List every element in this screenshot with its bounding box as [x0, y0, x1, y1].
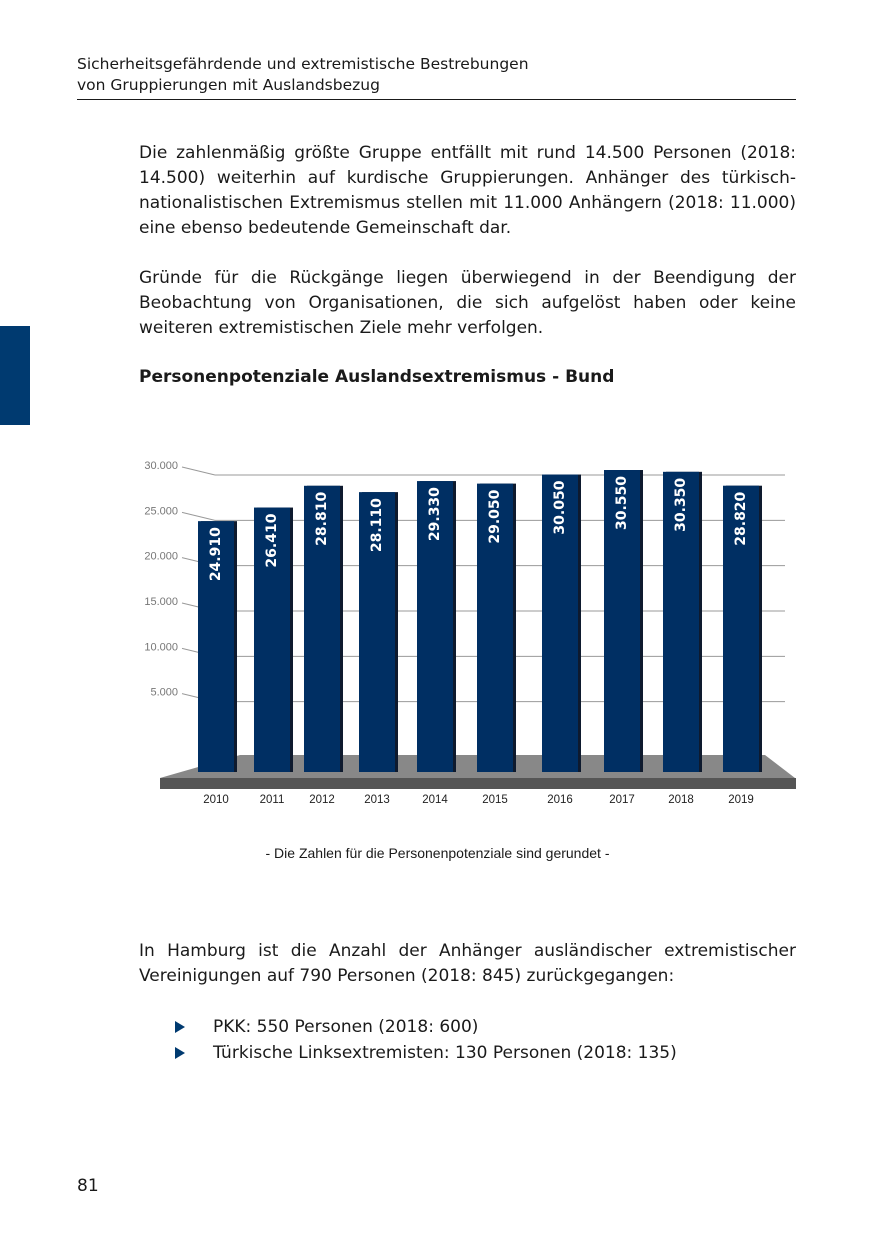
bar-data-label: 29.330: [427, 487, 443, 542]
bar-data-label: 28.110: [369, 498, 385, 553]
y-tick-label: 25.000: [144, 505, 178, 518]
running-header-line-2: von Gruppierungen mit Auslandsbezug: [77, 76, 380, 94]
x-tick-label: 2014: [422, 794, 448, 806]
y-tick-label: 5.000: [150, 686, 178, 699]
chart-title: Personenpotenziale Auslandsextremismus - Bund: [139, 367, 615, 387]
bar-data-label: 24.910: [208, 527, 224, 582]
list-item: [175, 1014, 677, 1040]
triangle-bullet-icon: [175, 1047, 185, 1059]
bar-data-label: 26.410: [264, 513, 280, 568]
chart-floor-edge: [160, 778, 796, 789]
running-header: [77, 54, 796, 100]
page-number: 81: [77, 1176, 99, 1196]
bullet-list: [175, 1014, 677, 1066]
bar-data-label: 28.820: [733, 491, 749, 546]
gridline-perspective: [182, 467, 215, 475]
running-header-line-1: Sicherheitsgefährdende und extremistische Bestrebungen: [77, 55, 529, 73]
x-tick-label: 2017: [609, 794, 635, 806]
triangle-bullet-icon: [175, 1021, 185, 1033]
x-tick-label: 2019: [728, 794, 754, 806]
x-tick-label: 2012: [309, 794, 335, 806]
chart-note: - Die Zahlen für die Personenpotenziale sind gerundet -: [265, 845, 610, 861]
bar-chart: [120, 450, 810, 820]
x-tick-label: 2011: [259, 794, 285, 806]
x-tick-label: 2016: [547, 794, 573, 806]
y-tick-label: 15.000: [144, 596, 178, 608]
list-item-text: Türkische Linksextremisten: 130 Personen (2018: 135): [213, 1043, 677, 1063]
list-item: [175, 1040, 677, 1066]
bar-data-label: 30.050: [552, 480, 568, 535]
paragraph-3: In Hamburg ist die Anzahl der Anhänger ausländischer extremistischer Vereinigungen auf 790 Personen (2018: 845) zurückgegangen:: [139, 941, 796, 986]
y-tick-label: 30.000: [144, 460, 178, 472]
gridline-perspective: [182, 512, 215, 520]
y-tick-label: 20.000: [144, 550, 178, 563]
paragraph-2: Gründe für die Rückgänge liegen überwiegend in der Beendigung der Beobachtung von Organisationen, die sich aufgelöst haben oder keine weiteren extremistischen Ziele mehr verfolgen.: [139, 268, 796, 338]
paragraph-1: Die zahlenmäßig größte Gruppe entfällt mit rund 14.500 Personen (2018: 14.500) weiterhin auf kurdische Gruppierungen. Anhänger des türkisch-nationalistischen Extremismus stellen mit 11.000 Anhängern (2018: 11.000) eine ebenso bedeutende Gemeinschaft dar.: [139, 143, 796, 238]
y-tick-label: 10.000: [144, 641, 178, 654]
x-tick-label: 2010: [203, 794, 229, 806]
bar-data-label: 28.810: [314, 491, 330, 546]
x-tick-label: 2013: [364, 794, 390, 806]
x-tick-label: 2015: [482, 794, 508, 806]
bar-data-label: 30.350: [673, 477, 689, 532]
bar-data-label: 29.050: [487, 489, 503, 544]
bar-data-label: 30.550: [614, 476, 630, 531]
chapter-side-tab: [0, 326, 30, 425]
list-item-text: PKK: 550 Personen (2018: 600): [213, 1017, 479, 1037]
x-tick-label: 2018: [668, 794, 694, 806]
